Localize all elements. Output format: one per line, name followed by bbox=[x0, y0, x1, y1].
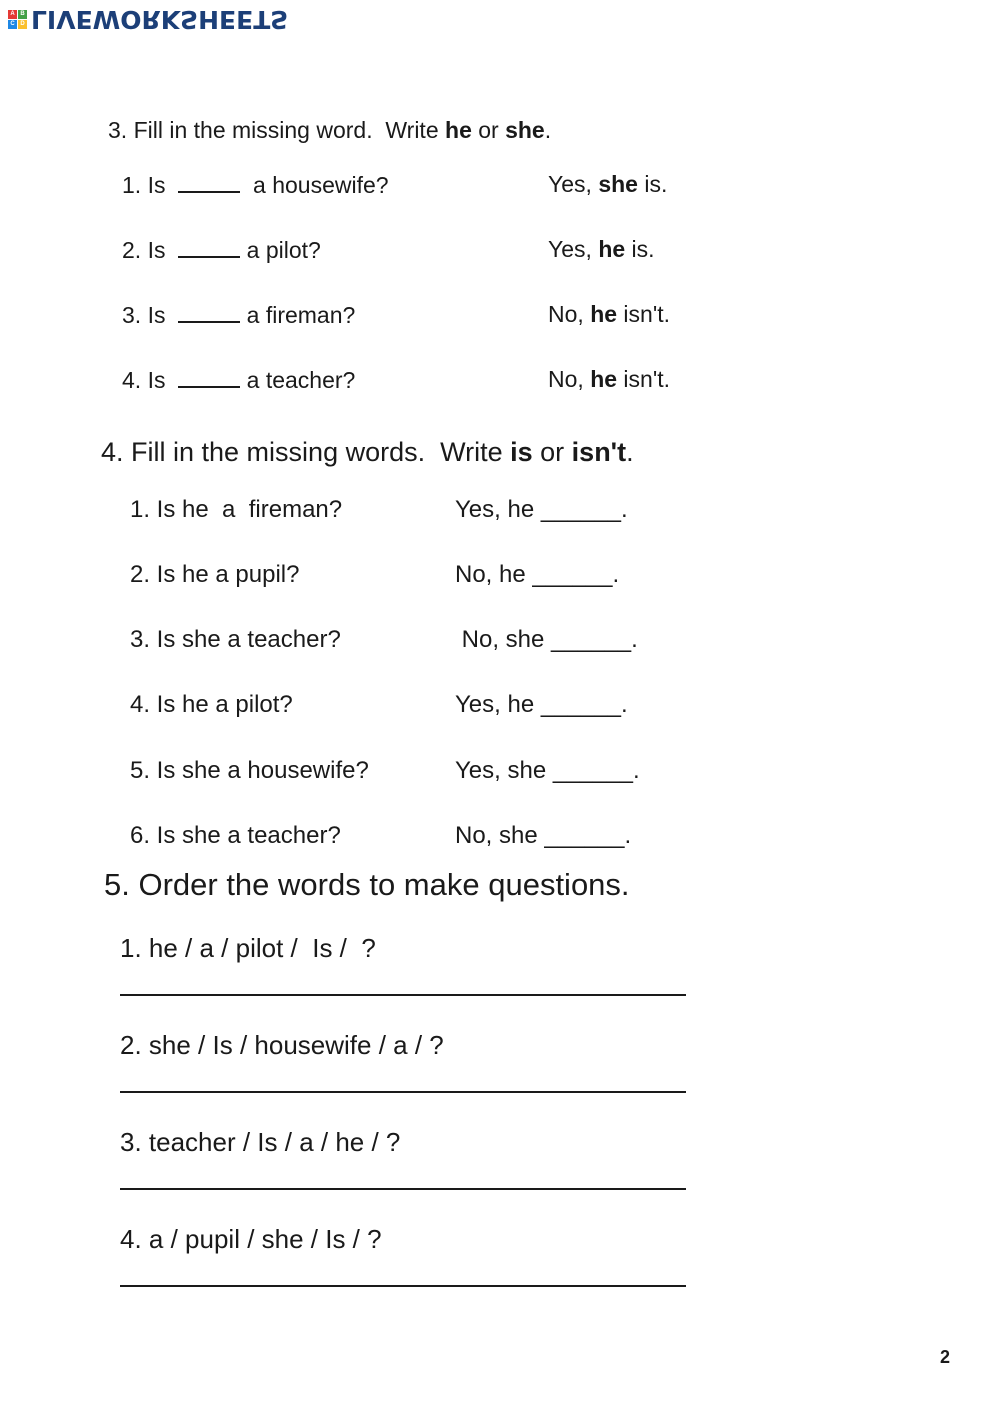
s4-question-2: 2. Is he a pupil? bbox=[130, 561, 300, 588]
s4-answer-6[interactable]: No, she ______. bbox=[455, 822, 632, 849]
section4-instructions: 4. Fill in the missing words. Write is or isn't. bbox=[101, 437, 634, 467]
section5-instructions: 5. Order the words to make questions. bbox=[104, 867, 630, 902]
logo-text: LIVEWORKSHEETS bbox=[31, 4, 289, 34]
s5-question-4: 4. a / pupil / she / Is / ? bbox=[120, 1224, 382, 1254]
s3-question-2: 2. Is a pilot? bbox=[122, 237, 321, 263]
s4-question-4: 4. Is he a pilot? bbox=[130, 691, 293, 718]
s3-question-3: 3. Is a fireman? bbox=[122, 302, 356, 328]
s4-answer-1[interactable]: Yes, he ______. bbox=[455, 496, 628, 523]
section3-instructions: 3. Fill in the missing word. Write he or she. bbox=[108, 117, 552, 143]
liveworksheets-logo bbox=[8, 6, 288, 32]
s4-question-3: 3. Is she a teacher? bbox=[130, 626, 341, 653]
s4-question-6: 6. Is she a teacher? bbox=[130, 822, 341, 849]
answer-blank[interactable] bbox=[178, 236, 240, 258]
answer-line[interactable] bbox=[120, 1285, 686, 1287]
answer-line[interactable] bbox=[120, 994, 686, 996]
s3-answer-4: No, he isn't. bbox=[548, 366, 670, 392]
page-number: 2 bbox=[940, 1347, 951, 1367]
s4-answer-2[interactable]: No, he ______. bbox=[455, 561, 620, 588]
s4-answer-4[interactable]: Yes, he ______. bbox=[455, 691, 628, 718]
s5-question-3: 3. teacher / Is / a / he / ? bbox=[120, 1127, 401, 1157]
answer-blank[interactable] bbox=[178, 301, 240, 323]
s3-answer-1: Yes, she is. bbox=[548, 171, 668, 197]
s5-question-2: 2. she / Is / housewife / a / ? bbox=[120, 1030, 444, 1060]
cube-letter: B bbox=[18, 10, 27, 19]
answer-blank[interactable] bbox=[178, 171, 240, 193]
cube-letter: A bbox=[8, 10, 17, 19]
cube-letter: D bbox=[18, 20, 27, 29]
s3-answer-3: No, he isn't. bbox=[548, 301, 670, 327]
answer-line[interactable] bbox=[120, 1091, 686, 1093]
s4-question-5: 5. Is she a housewife? bbox=[130, 757, 369, 784]
s4-answer-5[interactable]: Yes, she ______. bbox=[455, 757, 640, 784]
s5-question-1: 1. he / a / pilot / Is / ? bbox=[120, 933, 376, 963]
answer-line[interactable] bbox=[120, 1188, 686, 1190]
s3-question-4: 4. Is a teacher? bbox=[122, 367, 356, 393]
s3-answer-2: Yes, he is. bbox=[548, 236, 655, 262]
s4-answer-3[interactable]: No, she ______. bbox=[455, 626, 638, 653]
s4-question-1: 1. Is he a fireman? bbox=[130, 496, 343, 523]
answer-blank[interactable] bbox=[178, 366, 240, 388]
colored-cubes-icon bbox=[8, 10, 27, 29]
s3-question-1: 1. Is a housewife? bbox=[122, 172, 389, 198]
cube-letter: C bbox=[8, 20, 17, 29]
